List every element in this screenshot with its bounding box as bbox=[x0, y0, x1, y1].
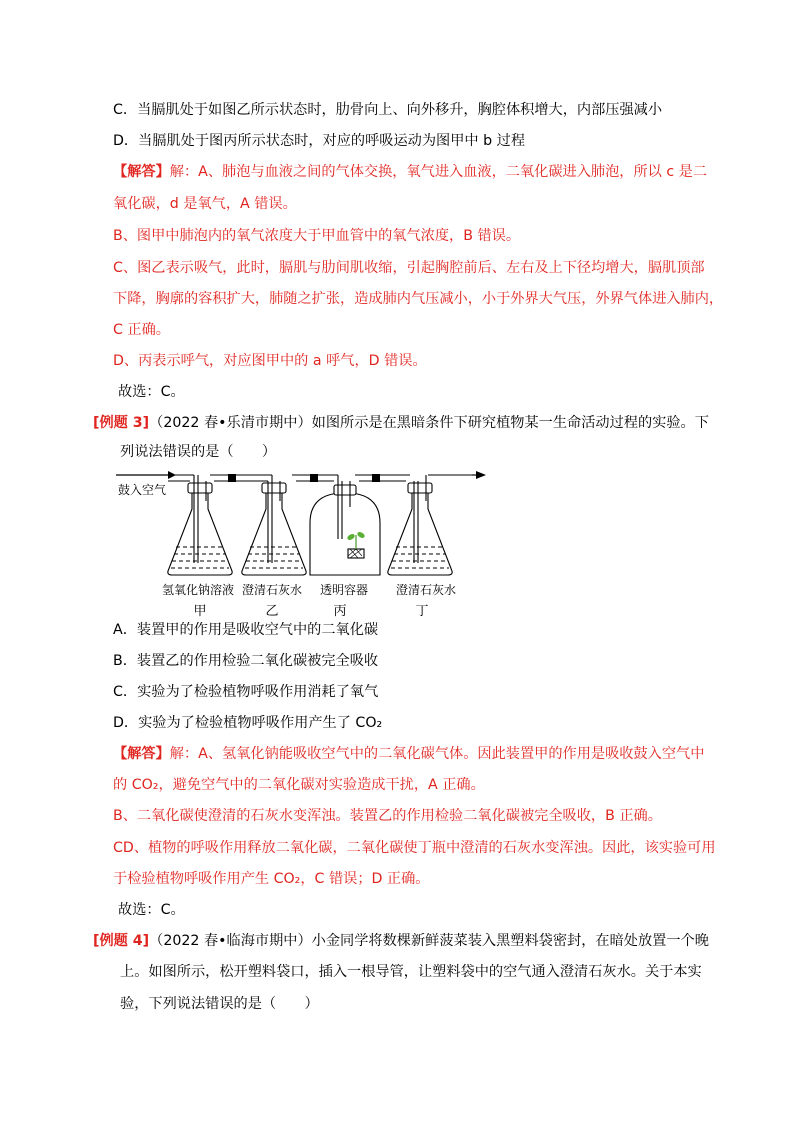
option-b: B．装置乙的作用检验二氧化碳被完全吸收 bbox=[113, 653, 379, 669]
answer-line: 的 CO₂，避免空气中的二氧化碳对实验造成干扰，A 正确。 bbox=[113, 777, 485, 793]
option-c: C．实验为了检验植物呼吸作用消耗了氧气 bbox=[113, 684, 379, 700]
answer-line: C 正确。 bbox=[113, 322, 170, 338]
bell-jar-bing bbox=[310, 475, 380, 575]
flask-jia bbox=[168, 475, 232, 575]
flask-label: 澄清石灰水 bbox=[241, 583, 303, 597]
flask-name: 甲 bbox=[193, 604, 207, 618]
answer-tag: 【解答】 bbox=[113, 164, 170, 180]
answer-tag: 【解答】 bbox=[113, 746, 170, 762]
option-d: D．当膈肌处于图丙所示状态时，对应的呼吸运动为图甲中 b 过程 bbox=[113, 133, 526, 149]
flask-label: 透明容器 bbox=[319, 583, 369, 597]
apparatus-figure bbox=[110, 463, 505, 618]
answer-line: 解：A、氢氧化钠能吸收空气中的二氧化碳气体。因此装置甲的作用是吸收鼓入空气中 bbox=[169, 746, 705, 762]
stem-line: 验，下列说法错误的是（ ） bbox=[120, 996, 319, 1012]
plant-icon bbox=[346, 531, 365, 549]
example-4-stem bbox=[93, 931, 709, 951]
answer-block bbox=[113, 162, 707, 182]
example-tag: [例题 4] bbox=[93, 933, 150, 949]
stem-line: 列说法错误的是（ ） bbox=[120, 444, 277, 460]
answer-line: 解：A、肺泡与血液之间的气体交换，氧气进入血液，二氧化碳进入肺泡，所以 c 是二 bbox=[169, 164, 708, 180]
answer-line: 于检验植物呼吸作用产生 CO₂，C 错误；D 正确。 bbox=[113, 871, 430, 887]
option-d: D．实验为了检验植物呼吸作用产生了 CO₂ bbox=[113, 715, 383, 731]
example-tag: [例题 3] bbox=[93, 415, 150, 431]
flask-label: 氢氧化钠溶液 bbox=[161, 583, 235, 597]
flask-yi bbox=[242, 475, 306, 575]
answer-block bbox=[113, 744, 704, 764]
answer-line: 氧化碳，d 是氧气，A 错误。 bbox=[113, 196, 297, 212]
answer-line: B、图甲中肺泡内的氧气浓度大于甲血管中的氧气浓度，B 错误。 bbox=[113, 228, 521, 244]
stem-line: 上。如图所示，松开塑料袋口，插入一根导管，让塑料袋中的空气通入澄清石灰水。关于本实 bbox=[120, 964, 702, 980]
answer-line: D、丙表示呼气，对应图甲中的 a 呼气，D 错误。 bbox=[113, 353, 427, 369]
flask-name: 丙 bbox=[333, 604, 347, 618]
flask-name: 丁 bbox=[415, 604, 429, 618]
flask-label: 澄清石灰水 bbox=[395, 583, 457, 597]
option-c: C．当膈肌处于如图乙所示状态时，肋骨向上、向外移升，胸腔体积增大，内部压强减小 bbox=[113, 102, 663, 118]
flask-name: 乙 bbox=[265, 604, 279, 618]
answer-line: 下降，胸廓的容积扩大，肺随之扩张，造成肺内气压减小，小于外界大气压，外界气体进入肺内， bbox=[113, 291, 724, 307]
air-label: 鼓入空气 bbox=[118, 483, 167, 497]
answer-choice: 故选：C。 bbox=[118, 902, 185, 918]
stem-line: （2022 春•乐清市期中）如图所示是在黑暗条件下研究植物某一生命活动过程的实验。下 bbox=[149, 415, 709, 431]
example-3-stem bbox=[93, 413, 709, 433]
answer-line: B、二氧化碳使澄清的石灰水变浑浊。装置乙的作用检验二氧化碳被完全吸收，B 正确。 bbox=[113, 808, 662, 824]
flask-ding bbox=[388, 475, 452, 575]
stem-line: （2022 春•临海市期中）小金同学将数棵新鲜菠菜装入黑塑料袋密封，在暗处放置一个晚 bbox=[149, 933, 709, 949]
answer-line: CD、植物的呼吸作用释放二氧化碳，二氧化碳使丁瓶中澄清的石灰水变浑浊。因此，该实验可用 bbox=[113, 840, 716, 856]
option-a: A．装置甲的作用是吸收空气中的二氧化碳 bbox=[113, 622, 379, 638]
answer-choice: 故选：C。 bbox=[118, 384, 185, 400]
answer-line: C、图乙表示吸气，此时，膈肌与肋间肌收缩，引起胸腔前后、左右及上下径均增大，膈肌顶部 bbox=[113, 260, 705, 276]
